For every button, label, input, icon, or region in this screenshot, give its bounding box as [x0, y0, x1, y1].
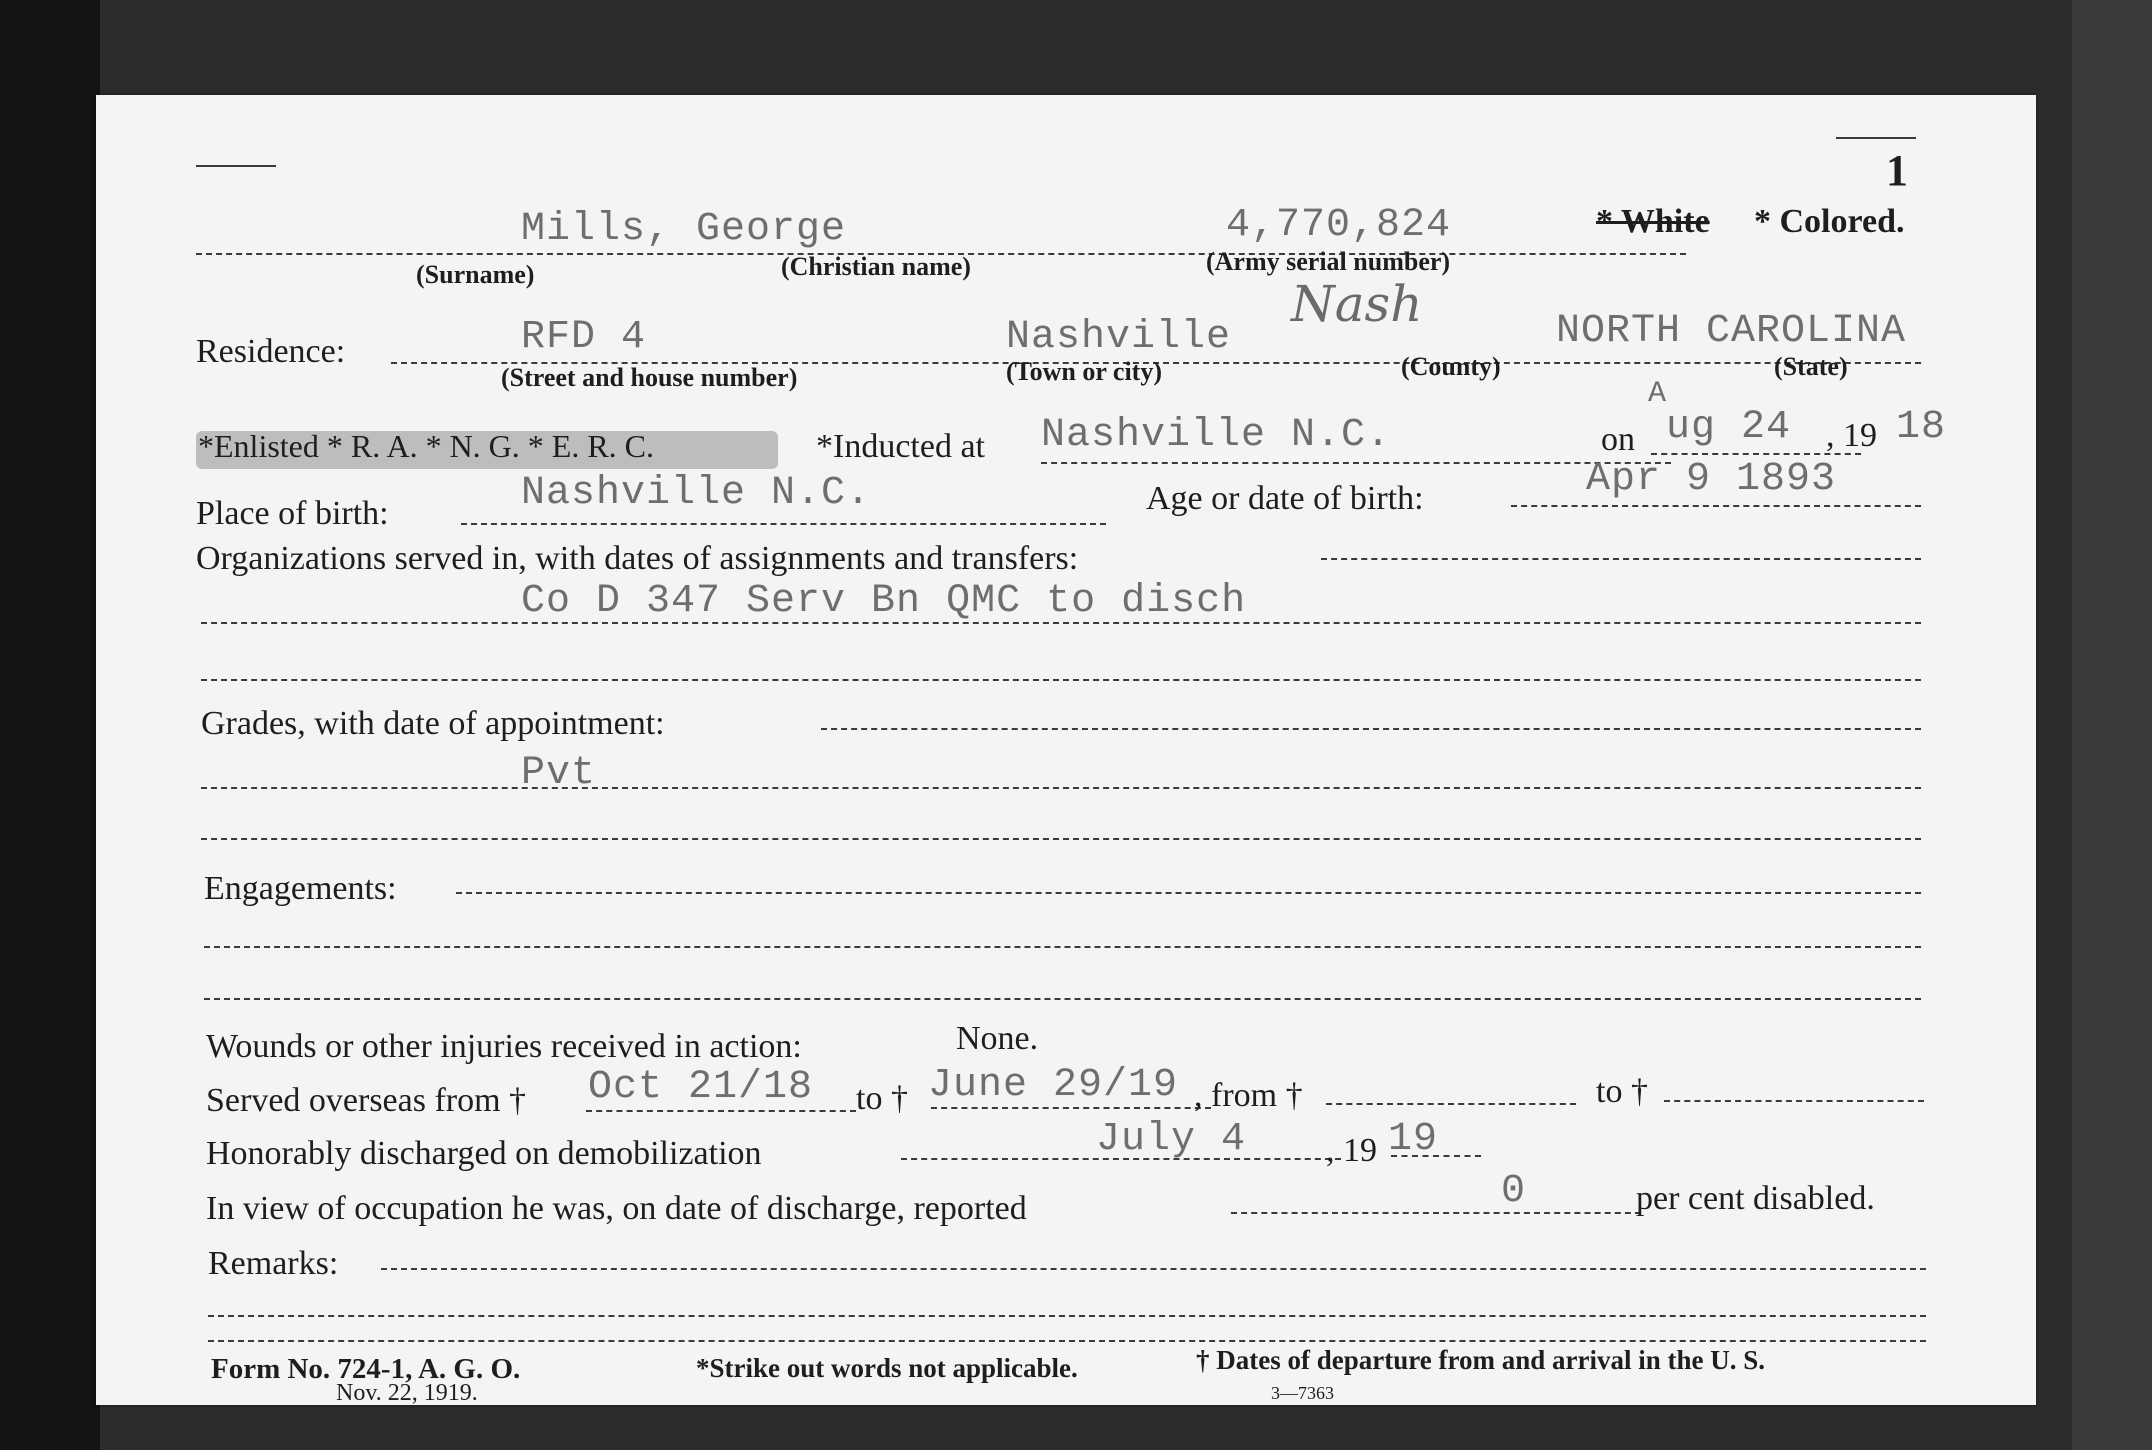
residence-town-value: Nashville [1006, 315, 1232, 360]
grades-line-2 [201, 838, 1921, 840]
overseas-to-value: June 29/19 [928, 1063, 1179, 1108]
residence-state-value: NORTH CAROLINA [1556, 309, 1907, 354]
overseas-to2-label: to † [1596, 1073, 1648, 1110]
overseas-from2-line [1326, 1103, 1576, 1105]
grades-value: Pvt [521, 751, 597, 796]
remarks-line-2 [208, 1340, 1926, 1342]
top-left-rule [196, 165, 276, 167]
wounds-label: Wounds or other injuries received in action: [206, 1028, 802, 1065]
overseas-to2-line [1664, 1100, 1924, 1102]
enlistment-options: *Enlisted * R. A. * N. G. * E. R. C. [198, 428, 655, 464]
discharge-label: Honorably discharged on demobilization [206, 1135, 762, 1172]
age-label: Age or date of birth: [1146, 480, 1424, 517]
remarks-line-1 [208, 1315, 1926, 1317]
race-colored: * Colored. [1754, 203, 1905, 240]
street-caption: (Street and house number) [501, 363, 798, 392]
state-caption: (State) [1774, 352, 1848, 381]
inducted-year-prefix: , 19 [1826, 417, 1877, 454]
organizations-value: Co D 347 Serv Bn QMC to disch [521, 579, 1247, 624]
place-of-birth-label: Place of birth: [196, 495, 389, 532]
surname-christian-value: Mills, George [521, 207, 847, 252]
serial-number-value: 4,770,824 [1226, 203, 1452, 248]
disability-label: In view of occupation he was, on date of discharge, reported [206, 1190, 1027, 1227]
race-white-text: * White [1596, 203, 1710, 240]
serial-caption: (Army serial number) [1206, 247, 1451, 276]
background-right [2072, 0, 2152, 1450]
inducted-line [1041, 462, 1671, 464]
place-of-birth-value: Nashville N.C. [521, 471, 872, 516]
inducted-year-suffix: 18 [1896, 405, 1947, 450]
discharge-year-suffix: 19 [1388, 1117, 1439, 1162]
footer-dates-note: † Dates of departure from and arrival in the U. S. [1196, 1345, 1765, 1375]
race-white [1596, 203, 1710, 241]
grades-line-0 [821, 728, 1921, 730]
discharge-year-prefix: , 19 [1326, 1132, 1377, 1169]
background-left [0, 0, 100, 1450]
inducted-date-value: ug 24 [1666, 405, 1792, 450]
residence-label: Residence: [196, 333, 346, 370]
engagements-line-2 [204, 998, 1921, 1000]
remarks-line-0 [381, 1268, 1926, 1270]
town-caption: (Town or city) [1006, 357, 1162, 386]
date-of-birth-value: Apr 9 1893 [1586, 457, 1837, 502]
overseas-label: Served overseas from † [206, 1082, 527, 1119]
page-number: 1 [1886, 146, 1908, 195]
engagements-label: Engagements: [204, 870, 397, 907]
organizations-line-2 [201, 679, 1921, 681]
inducted-label: *Inducted at [816, 428, 985, 465]
age-line [1511, 505, 1921, 507]
wounds-value: None. [956, 1020, 1039, 1057]
county-caption: (County) [1401, 352, 1501, 381]
organizations-line-0 [1321, 558, 1921, 560]
inducted-at-value: Nashville N.C. [1041, 413, 1392, 458]
footer-form-date: Nov. 22, 1919. [336, 1380, 478, 1406]
engagements-line-0 [456, 892, 1921, 894]
inducted-on-label: on [1601, 421, 1635, 458]
grades-line-1 [201, 787, 1921, 789]
service-record-card [96, 95, 2036, 1405]
residence-county-value: Nash [1291, 275, 1423, 333]
engagements-line-1 [204, 946, 1921, 948]
place-of-birth-line [461, 523, 1106, 525]
disability-suffix: per cent disabled. [1636, 1180, 1875, 1217]
grades-label: Grades, with date of appointment: [201, 705, 665, 742]
remarks-label: Remarks: [208, 1245, 339, 1282]
overseas-from2-label: , from † [1194, 1077, 1303, 1114]
surname-caption: (Surname) [416, 260, 535, 289]
disability-value: 0 [1501, 1169, 1527, 1214]
residence-street-value: RFD 4 [521, 315, 647, 360]
overseas-to-label: to † [856, 1080, 908, 1117]
footer-strike-note: *Strike out words not applicable. [696, 1353, 1078, 1383]
christian-name-caption: (Christian name) [781, 252, 971, 281]
disability-line [1231, 1212, 1641, 1214]
inducted-date-correction: A [1648, 377, 1668, 411]
organizations-label: Organizations served in, with dates of assignments and transfers: [196, 540, 1079, 577]
discharge-date-value: July 4 [1096, 1117, 1247, 1162]
footer-form-number: Form No. 724-1, A. G. O. [211, 1353, 521, 1385]
overseas-from-line [586, 1110, 856, 1112]
overseas-from-value: Oct 21/18 [588, 1065, 814, 1110]
top-right-rule [1836, 137, 1916, 139]
footer-print-code: 3—7363 [1271, 1383, 1334, 1403]
